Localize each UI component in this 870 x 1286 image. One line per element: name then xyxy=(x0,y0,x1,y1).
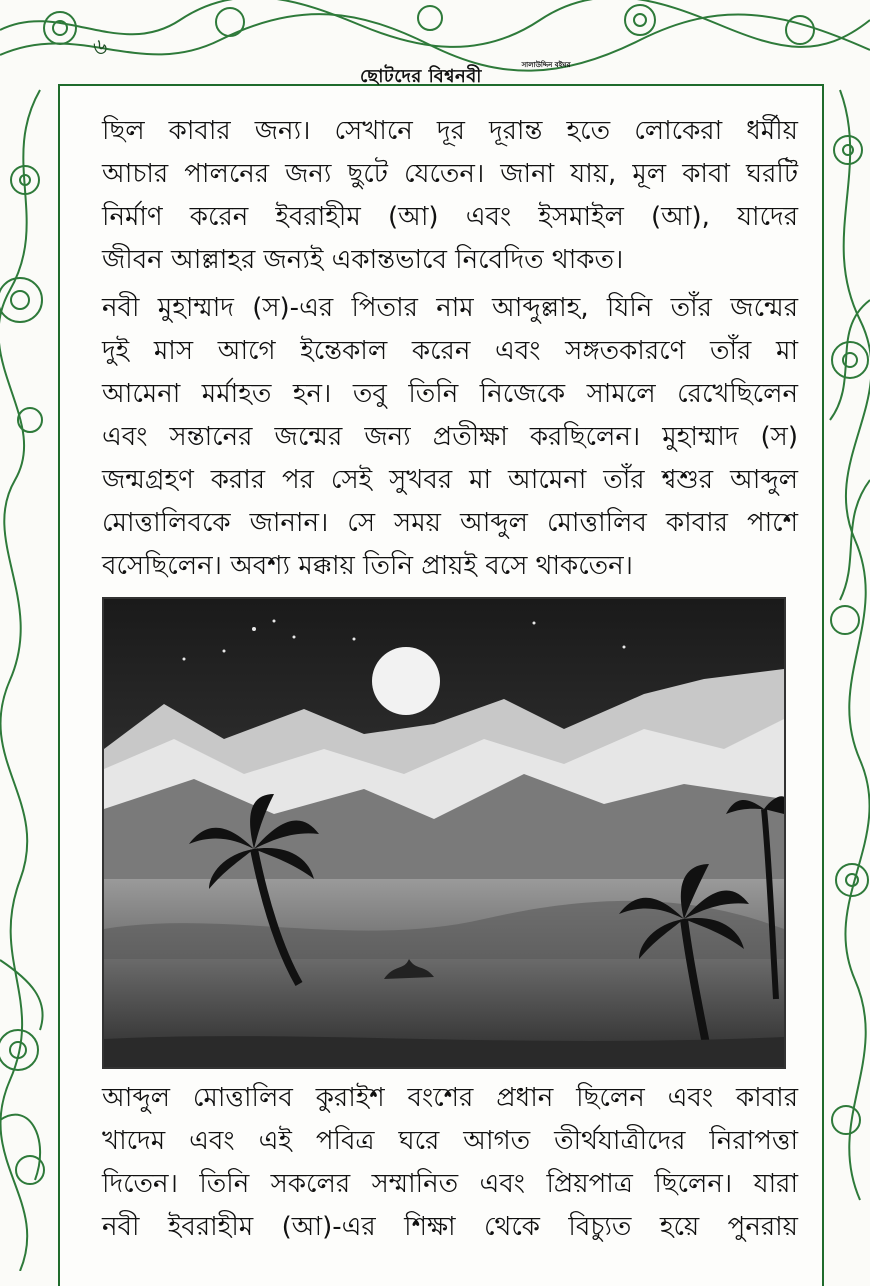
text-line: নবী ইবরাহীম (আ)-এর শিক্ষা থেকে বিচ্যুত হয়ে পুনরায় xyxy=(102,1212,798,1242)
text-line: জন্মগ্রহণ করার পর সেই সুখবর মা আমেনা তাঁর শ্বশুর আব্দুল xyxy=(102,465,798,495)
publisher-logo: সালাউদ্দিন বইঘর xyxy=(521,61,571,69)
running-title: ছোটদের বিশ্বনবী xyxy=(360,66,482,87)
text-line: দুই মাস আগে ইন্তেকাল করেন এবং সঙ্গতকারণে তাঁর মা xyxy=(102,336,798,366)
text-line: জীবন আল্লাহর জন্যই একান্তভাবে নিবেদিত থাকত। xyxy=(102,245,624,275)
text-line: আমেনা মর্মাহত হন। তবু তিনি নিজেকে সামলে রেখেছিলেন xyxy=(102,379,798,409)
moon xyxy=(372,647,440,715)
landscape-drawing xyxy=(104,599,784,1067)
text-line: বসেছিলেন। অবশ্য মক্কায় তিনি প্রায়ই বসে থাকতেন। xyxy=(102,551,633,581)
page-number: ৬ xyxy=(93,35,108,60)
text-line: খাদেম এবং এই পবিত্র ঘরে আগত তীর্থযাত্রীদের নিরাপত্তা xyxy=(102,1126,798,1156)
text-line: মোত্তালিবকে জানান। সে সময় আব্দুল মোত্তালিব কাবার পাশে xyxy=(102,508,798,538)
desert-night-illustration xyxy=(102,597,786,1069)
text-line: ছিল কাবার জন্য। সেখানে দূর দূরান্ত হতে লোকেরা ধর্মীয় xyxy=(102,116,798,146)
paragraph-1 xyxy=(102,110,798,282)
paragraph-2 xyxy=(102,287,798,588)
text-line: নির্মাণ করেন ইবরাহীম (আ) এবং ইসমাইল (আ), যাদের xyxy=(102,202,798,232)
text-line: দিতেন। তিনি সকলের সম্মানিত এবং প্রিয়পাত্র ছিলেন। যারা xyxy=(102,1169,798,1199)
paragraph-3 xyxy=(102,1077,798,1249)
text-line: আচার পালনের জন্য ছুটে যেতেন। জানা যায়, মূল কাবা ঘরটি xyxy=(102,159,798,189)
text-line: আব্দুল মোত্তালিব কুরাইশ বংশের প্রধান ছিলেন এবং কাবার xyxy=(102,1083,798,1113)
text-line: এবং সন্তানের জন্মের জন্য প্রতীক্ষা করছিলেন। মুহাম্মাদ (স) xyxy=(102,422,798,452)
text-line: নবী মুহাম্মাদ (স)-এর পিতার নাম আব্দুল্লাহ, যিনি তাঁর জন্মের xyxy=(102,293,798,323)
